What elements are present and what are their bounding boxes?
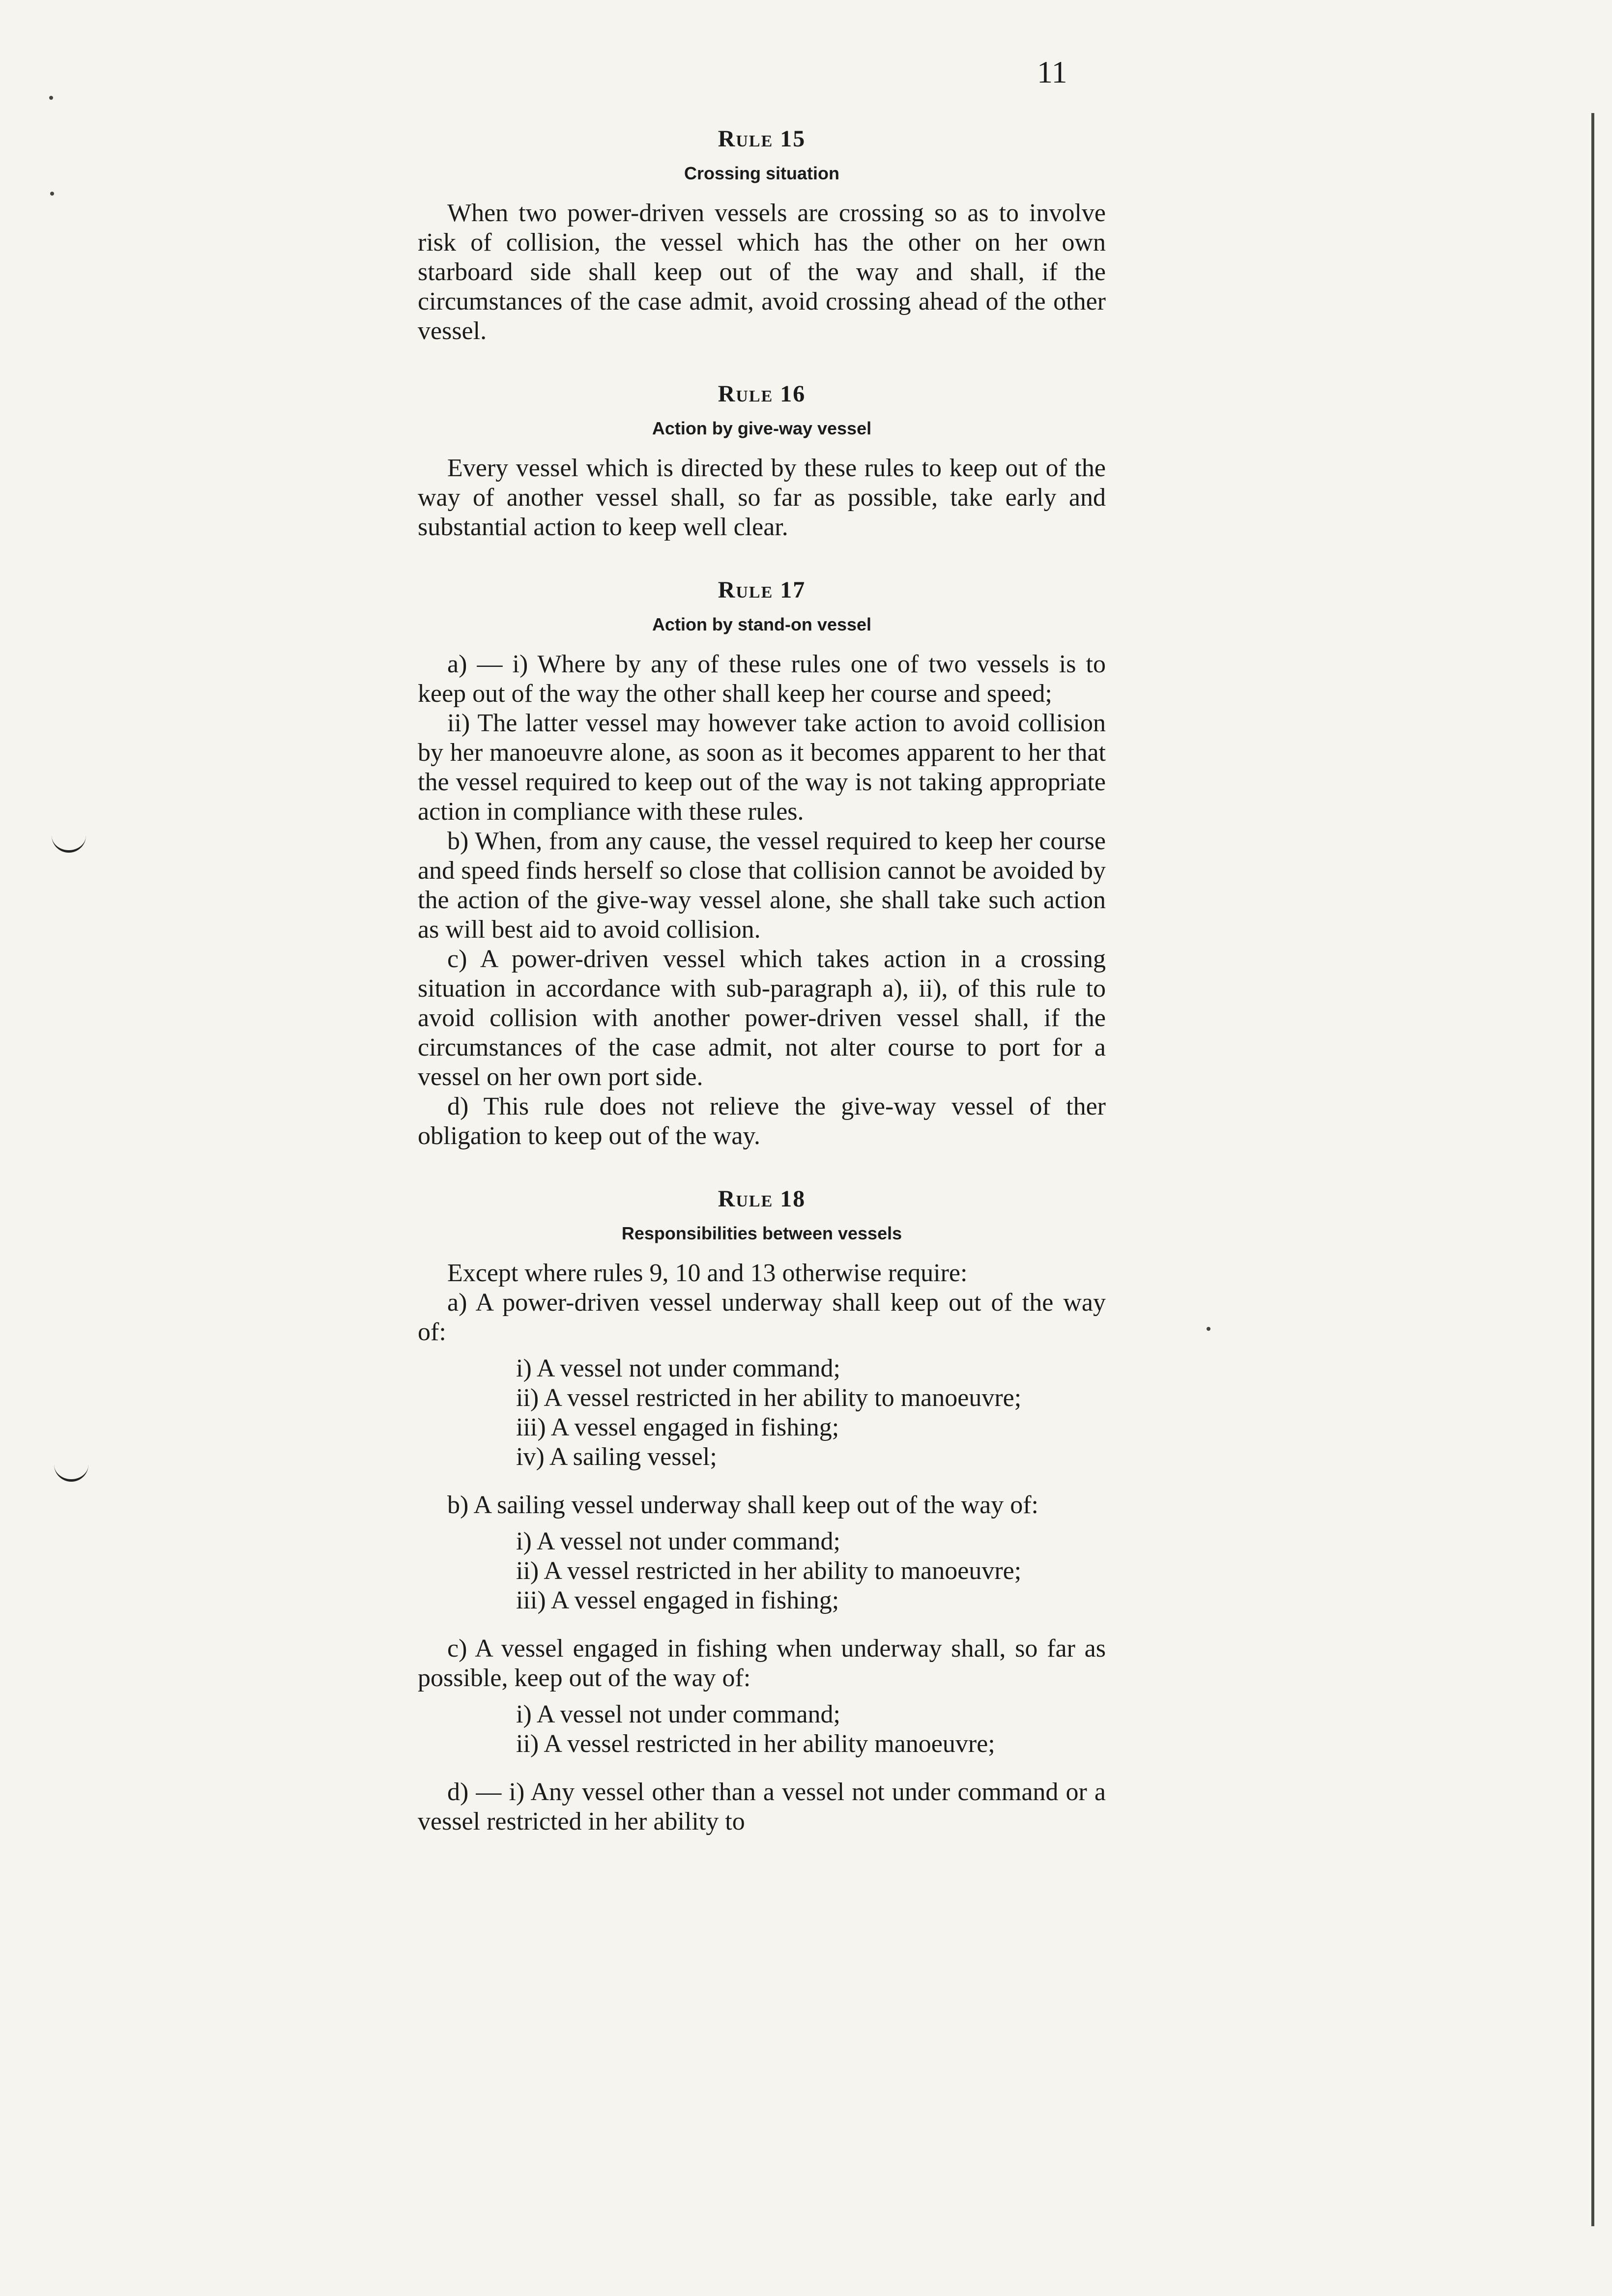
margin-mark (54, 1464, 88, 1482)
rule-17-heading: Rule 17 (718, 577, 806, 603)
scan-speck (50, 192, 54, 196)
rule-15-subheading: Crossing situation (684, 163, 840, 183)
rule-17-para-d: d) This rule does not relieve the give-way vessel of ther obligation to keep out of the way. (418, 1092, 1106, 1150)
list-item: iv) A sailing vessel; (516, 1443, 717, 1471)
rule-16-body: Every vessel which is directed by these rules to keep out of the way of another vessel shall, so far as possible, take early and substantial action to keep well clear. (418, 454, 1106, 541)
rule-15-body: When two power-driven vessels are crossing so as to involve risk of collision, the vessel which has the other on her own starboard side shall keep out of the way and shall, if the circumstances of the case admit, avoid crossing ahead of the other vessel. (418, 199, 1106, 345)
scan-speck (1207, 1327, 1210, 1331)
rule-16-heading: Rule 16 (718, 381, 806, 407)
rule-18-para-c: c) A vessel engaged in fishing when underway shall, so far as possible, keep out of the way of: (418, 1635, 1106, 1692)
document-body (418, 125, 1106, 1871)
list-item: iii) A vessel engaged in fishing; (516, 1413, 839, 1441)
rule-18-c-list (477, 1700, 1106, 1759)
list-item: ii) A vessel restricted in her ability to manoeuvre; (516, 1384, 1022, 1412)
rule-18-heading: Rule 18 (718, 1186, 806, 1212)
scan-speck (49, 96, 53, 100)
rule-16-subheading: Action by give-way vessel (652, 418, 872, 438)
list-item: i) A vessel not under command; (516, 1700, 841, 1728)
list-item: i) A vessel not under command; (516, 1527, 841, 1555)
rule-17-para-c: c) A power-driven vessel which takes action in a crossing situation in accordance with sub-paragraph a), ii), of this rule to avoid collision with another power-driven vessel shall, if the circumstances of the case admit, not alter course to port for a vessel on her own port side. (418, 945, 1106, 1091)
rule-17-section (418, 576, 1106, 1151)
rule-17-para-a-i: a) — i) Where by any of these rules one of two vessels is to keep out of the way the other shall keep her course and speed; (418, 650, 1106, 708)
list-item: iii) A vessel engaged in fishing; (516, 1586, 839, 1614)
rule-17-para-a-ii: ii) The latter vessel may however take action to avoid collision by her manoeuvre alone, as soon as it becomes apparent to her that the vessel required to keep out of the way is not taking appropriate action in compliance with these rules. (418, 709, 1106, 826)
rule-16-section (418, 380, 1106, 542)
rule-17-subheading: Action by stand-on vessel (652, 614, 872, 634)
rule-15-section (418, 125, 1106, 346)
rule-18-subheading: Responsibilities between vessels (621, 1223, 902, 1243)
rule-18-para-a: a) A power-driven vessel underway shall keep out of the way of: (418, 1289, 1106, 1346)
page-edge-shadow (1591, 113, 1594, 2226)
rule-18-a-list (477, 1354, 1106, 1472)
rule-18-para-d-i: d) — i) Any vessel other than a vessel not under command or a vessel restricted in her ability to (418, 1778, 1106, 1836)
list-item: ii) A vessel restricted in her ability to manoeuvre; (516, 1557, 1022, 1585)
rule-18-section (418, 1185, 1106, 1837)
rule-15-heading: Rule 15 (718, 126, 806, 152)
rule-18-para-b: b) A sailing vessel underway shall keep out of the way of: (447, 1491, 1038, 1519)
list-item: ii) A vessel restricted in her ability manoeuvre; (516, 1730, 995, 1758)
rule-17-para-b: b) When, from any cause, the vessel required to keep her course and speed finds herself so close that collision cannot be avoided by the action of the give-way vessel alone, she shall take such action as will best aid to avoid collision. (418, 827, 1106, 944)
page-number: 11 (1037, 55, 1067, 89)
list-item: i) A vessel not under command; (516, 1354, 841, 1382)
rule-18-b-list (477, 1527, 1106, 1615)
margin-mark (52, 835, 86, 853)
rule-18-intro: Except where rules 9, 10 and 13 otherwise require: (447, 1259, 968, 1287)
